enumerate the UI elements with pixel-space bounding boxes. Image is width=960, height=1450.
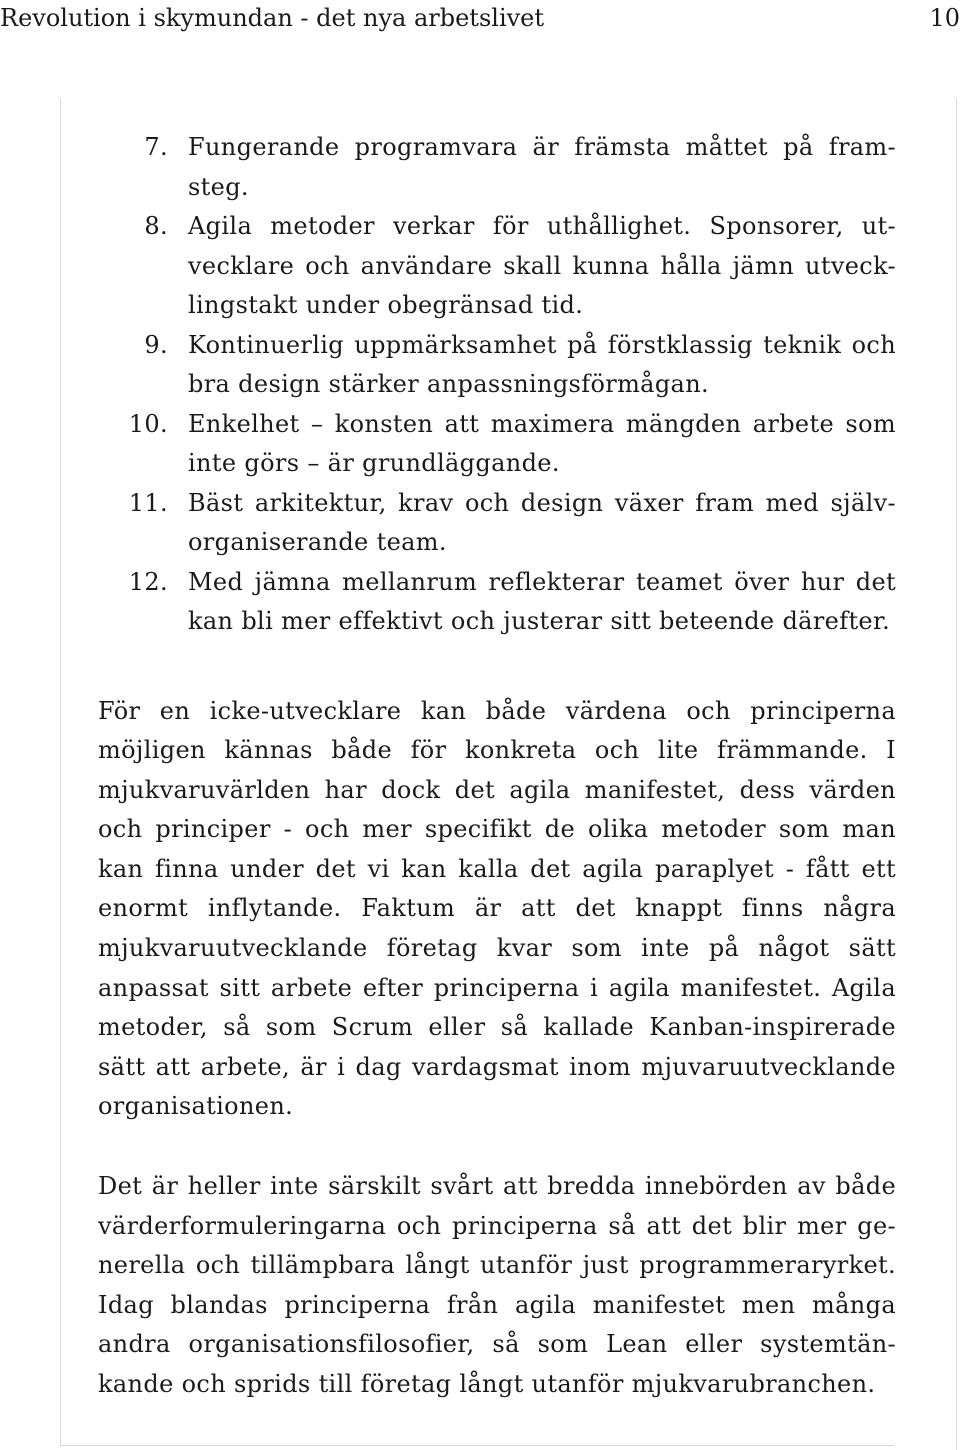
list-item-number: 10. [128, 409, 168, 438]
page-number: 10 [929, 4, 960, 32]
list-item [98, 405, 896, 484]
principles-list [98, 128, 896, 642]
list-item-number: 8. [144, 212, 168, 240]
list-item [98, 484, 896, 563]
list-item-number: 7. [144, 133, 168, 161]
body-paragraph: För en icke-utvecklare kan både värdena och principerna möjligen kännas både för konkreta och lite främmande. I mjukvaruvärlden har dock det agila manifestet, dess värden och principer - och mer specifikt de olika metoder som man kan finna under det vi kan kalla det agila paraplyet - fått ett enormt inflytande. Faktum är att det knappt finns några mjukvaruutvecklande företag kvar som inte på något sätt anpassat sitt arbete efter principerna i agila manifestet. Agila metoder, så som Scrum eller så kallade Kanban-inspirerade sätt att arbete, är i dag vardagsmat inom mjuvaruutvecklande organisationen. [98, 696, 896, 1121]
list-item [98, 563, 896, 642]
list-item-number: 9. [144, 330, 168, 359]
list-item-number: 12. [128, 567, 168, 596]
list-item [98, 207, 896, 326]
list-item-number: 11. [128, 488, 168, 517]
list-item-text: Med jämna mellanrum reflekterar teamet över hur det kan bli mer effektivt och justerar sitt beteende därefter. [188, 567, 896, 635]
running-title: Revolution i skymundan - det nya arbetslivet [0, 4, 545, 32]
body-paragraph: Det är heller inte särskilt svårt att bredda innebörden av både värderformuleringarna och principerna så att det blir mer ge-nerella och tillämpbara långt utanför just programmeraryrket. Idag blandas principerna från agila manifestet men många andra organisationsfilosofier, så som Lean eller systemtän-kande och sprids till företag långt utanför mjukvarubranchen. [98, 1172, 896, 1398]
page-frame-edge [956, 98, 960, 1450]
running-header [0, 0, 960, 40]
list-item-text: Bäst arkitektur, krav och design växer fram med själv-organiserande team. [188, 488, 896, 556]
list-item-text: Fungerande programvara är främsta måttet på fram-steg. [188, 133, 896, 201]
list-item-text: Agila metoder verkar för uthållighet. Sponsorer, ut-vecklare och användare skall kunna hålla jämn utveck-lingstakt under obegränsad tid. [188, 212, 896, 319]
list-item [98, 128, 896, 207]
list-item-text: Enkelhet – konsten att maximera mängden arbete som inte görs – är grundläggande. [188, 409, 896, 477]
page-content [98, 128, 896, 1405]
list-item-text: Kontinuerlig uppmärksamhet på förstklassig teknik och bra design stärker anpassningsförmågan. [188, 330, 896, 398]
list-item [98, 326, 896, 405]
